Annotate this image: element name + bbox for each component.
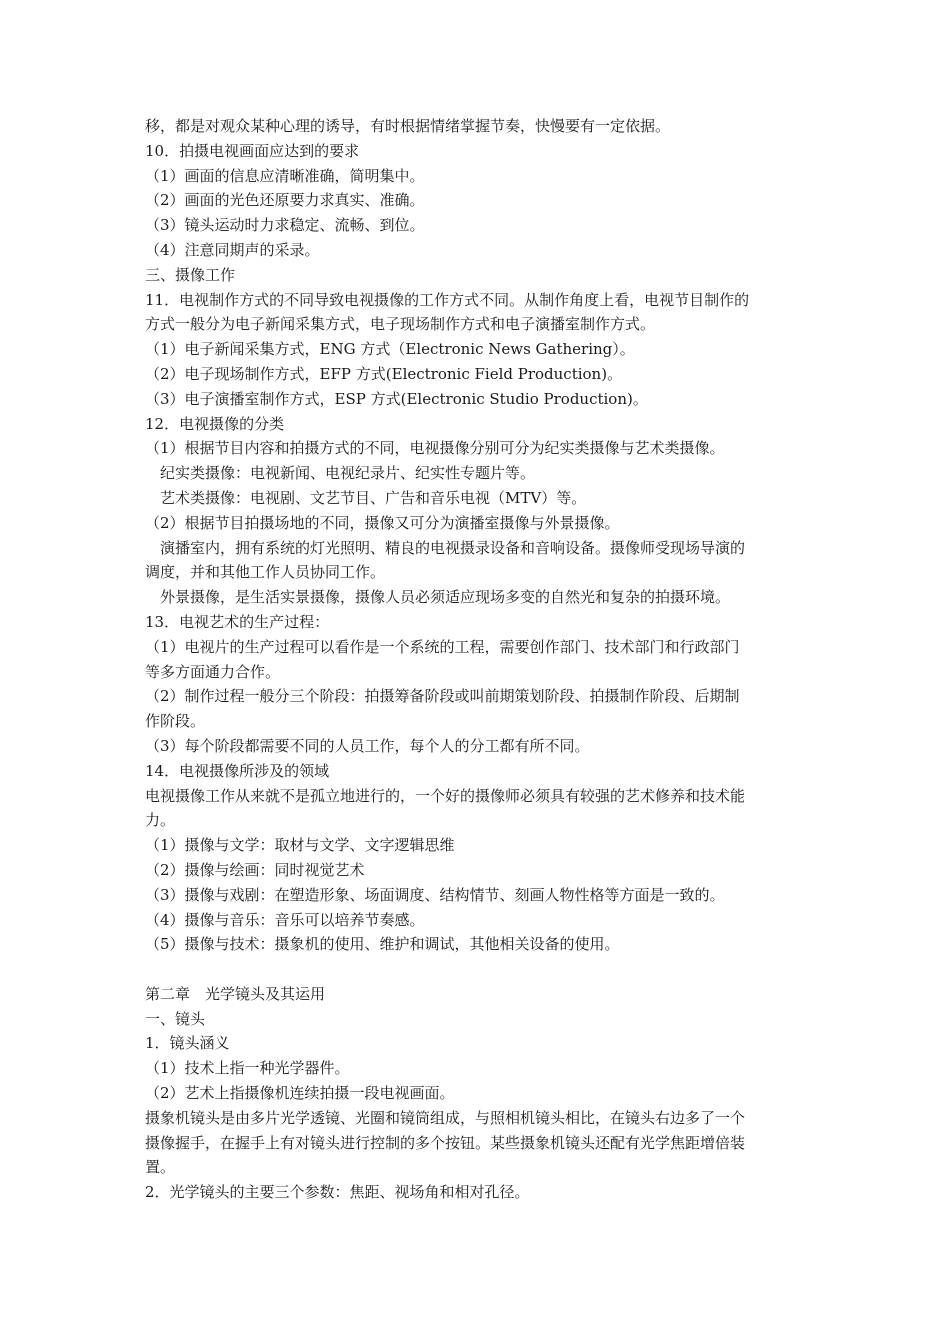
list-item: （3）每个阶段都需要不同的人员工作，每个人的分工都有所不同。 xyxy=(145,736,590,755)
text-line: 外景摄像，是生活实景摄像，摄像人员必须适应现场多变的自然光和复杂的拍摄环境。 xyxy=(145,588,731,607)
text-line: 移，都是对观众某种心理的诱导，有时根据情绪掌握节奏，快慢要有一定依据。 xyxy=(145,117,671,135)
list-item: （4）注意同期声的采录。 xyxy=(145,240,320,259)
section-heading: 11．电视制作方式的不同导致电视摄像的工作方式不同。从制作角度上看，电视节目制作的 xyxy=(145,290,750,309)
text-line: 摄象机镜头是由多片光学透镜、光圈和镜筒组成，与照相机镜头相比，在镜头右边多了一个 xyxy=(145,1108,746,1127)
text-line: 摄像握手，在握手上有对镜头进行控制的多个按钮。某些摄象机镜头还配有光学焦距增倍装 xyxy=(145,1133,746,1152)
list-item: （3）电子演播室制作方式，ESP 方式(Electronic Studio Production)。 xyxy=(145,389,648,408)
section-heading: 12．电视摄像的分类 xyxy=(145,414,285,433)
text-line: 等多方面通力合作。 xyxy=(145,662,281,681)
list-item: （1）电子新闻采集方式，ENG 方式（Electronic News Gathering）。 xyxy=(145,340,635,359)
list-item: （3）摄像与戏剧：在塑造形象、场面调度、结构情节、刻画人物性格等方面是一致的。 xyxy=(145,885,725,904)
list-item: （2）摄像与绘画：同时视觉艺术 xyxy=(145,860,365,879)
list-item: （1）根据节目内容和拍摄方式的不同，电视摄像分别可分为纪实类摄像与艺术类摄像。 xyxy=(145,439,725,458)
text-line: 演播室内，拥有系统的灯光照明、精良的电视摄录设备和音响设备。摄像师受现场导演的 xyxy=(145,538,746,557)
list-item: （4）摄像与音乐：音乐可以培养节奏感。 xyxy=(145,910,425,929)
section-heading: 10．拍摄电视画面应达到的要求 xyxy=(145,141,360,160)
list-item: （3）镜头运动时力求稳定、流畅、到位。 xyxy=(145,216,425,235)
section-heading: 2．光学镜头的主要三个参数：焦距、视场角和相对孔径。 xyxy=(145,1183,530,1202)
text-line: 艺术类摄像：电视剧、文艺节目、广告和音乐电视（MTV）等。 xyxy=(145,488,587,507)
list-item: （2）画面的光色还原要力求真实、准确。 xyxy=(145,191,425,210)
text-line: 电视摄像工作从来就不是孤立地进行的，一个好的摄像师必须具有较强的艺术修养和技术能 xyxy=(145,786,746,805)
text-line: 力。 xyxy=(145,811,176,830)
list-item: （5）摄像与技术：摄象机的使用、维护和调试，其他相关设备的使用。 xyxy=(145,935,620,954)
section-heading: 一、镜头 xyxy=(145,1009,206,1028)
list-item: （1）电视片的生产过程可以看作是一个系统的工程，需要创作部门、技术部门和行政部门 xyxy=(145,637,740,656)
text-line: 方式一般分为电子新闻采集方式，电子现场制作方式和电子演播室制作方式。 xyxy=(145,315,656,334)
list-item: （2）艺术上指摄像机连续拍摄一段电视画面。 xyxy=(145,1084,455,1103)
list-item: （2）制作过程一般分三个阶段：拍摄筹备阶段或叫前期策划阶段、拍摄制作阶段、后期制 xyxy=(145,687,740,706)
text-line: 置。 xyxy=(145,1158,176,1177)
document-body xyxy=(145,114,810,1205)
section-heading: 三、摄像工作 xyxy=(145,265,236,284)
text-line: 纪实类摄像：电视新闻、电视纪录片、纪实性专题片等。 xyxy=(145,464,536,483)
blank-line xyxy=(145,957,810,982)
list-item: （1）画面的信息应清晰准确，简明集中。 xyxy=(145,166,425,185)
list-item: （2）电子现场制作方式，EFP 方式(Electronic Field Production)。 xyxy=(145,364,623,383)
chapter-heading: 第二章 光学镜头及其运用 xyxy=(145,984,326,1003)
list-item: （1）技术上指一种光学器件。 xyxy=(145,1059,350,1078)
section-heading: 13．电视艺术的生产过程： xyxy=(145,612,330,631)
section-heading: 14．电视摄像所涉及的领域 xyxy=(145,761,330,780)
section-heading: 1．镜头涵义 xyxy=(145,1034,230,1053)
list-item: （2）根据节目拍摄场地的不同，摄像又可分为演播室摄像与外景摄像。 xyxy=(145,513,620,532)
text-line: 作阶段。 xyxy=(145,712,206,731)
list-item: （1）摄像与文学：取材与文学、文字逻辑思维 xyxy=(145,836,455,855)
text-line: 调度，并和其他工作人员协同工作。 xyxy=(145,563,386,582)
